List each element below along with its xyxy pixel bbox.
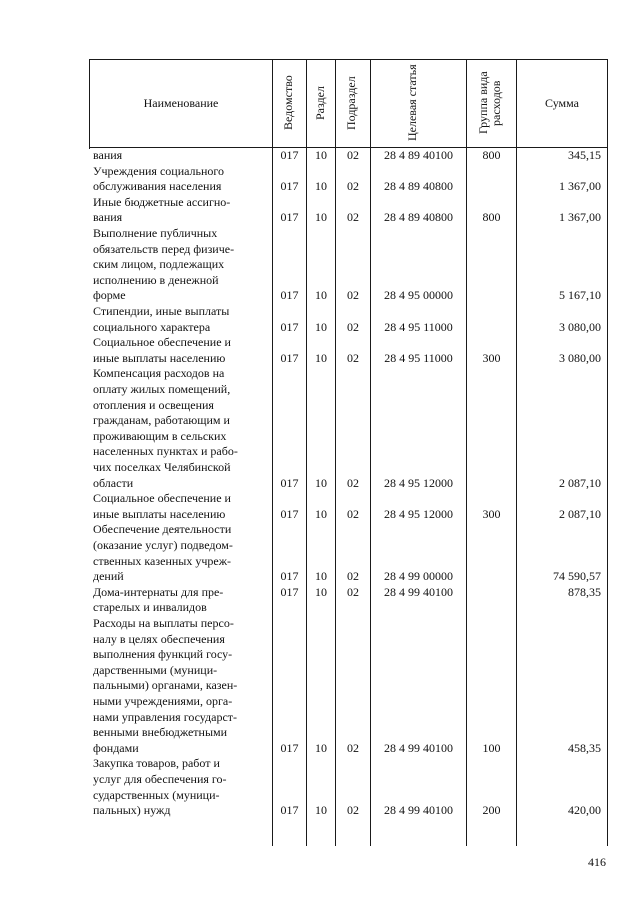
cell-celevaya: 28 4 95 11000 <box>384 350 453 365</box>
cell-vedomstvo: 017 <box>280 288 299 303</box>
cell-razdel: 10 <box>315 803 327 818</box>
cell-name <box>93 491 265 522</box>
name-line: ными учреждениями, орга- <box>93 693 233 708</box>
cell-podrazdel: 02 <box>347 584 359 599</box>
cell-summa: 345,15 <box>568 148 601 162</box>
cell-razdel: 10 <box>315 350 327 365</box>
cell-summa: 2 087,10 <box>559 475 601 490</box>
cell-gruppa: 800 <box>482 148 501 162</box>
cell-summa: 1 367,00 <box>559 179 601 194</box>
name-line: (оказание услуг) подведом- <box>93 537 233 552</box>
header-razdel: Раздел <box>313 86 327 120</box>
cell-podrazdel: 02 <box>347 179 359 194</box>
name-line: Учреждения социального <box>93 163 225 178</box>
cell-summa: 1 367,00 <box>559 210 601 225</box>
cell-name <box>93 335 265 366</box>
name-line: услуг для обеспечения го- <box>93 771 227 786</box>
name-line: Расходы на выплаты персо- <box>93 616 234 630</box>
header-vedomstvo: Ведомство <box>281 75 295 131</box>
cell-razdel: 10 <box>315 148 327 162</box>
name-line: Закупка товаров, работ и <box>93 756 220 771</box>
col-border-right <box>607 59 608 846</box>
cell-celevaya: 28 4 89 40100 <box>384 148 453 162</box>
cell-gruppa: 200 <box>482 803 501 818</box>
cell-podrazdel: 02 <box>347 475 359 490</box>
cell-summa: 5 167,10 <box>559 288 601 303</box>
cell-summa: 3 080,00 <box>559 350 601 365</box>
cell-name <box>93 304 265 335</box>
cell-summa: 420,00 <box>568 803 601 818</box>
name-line: проживающим в сельских <box>93 428 227 443</box>
name-line: ским лицом, подлежащих <box>93 257 225 272</box>
cell-name <box>93 756 265 818</box>
cell-gruppa: 300 <box>482 350 501 365</box>
cell-name <box>93 616 265 756</box>
page-number: 416 <box>588 855 606 869</box>
cell-podrazdel: 02 <box>347 350 359 365</box>
cell-gruppa: 100 <box>482 740 501 755</box>
cell-name <box>93 366 265 491</box>
col-border-pr <box>335 59 336 846</box>
name-line: пальных) нужд <box>93 803 171 818</box>
name-line: Выполнение публичных <box>93 226 218 240</box>
cell-summa: 2 087,10 <box>559 506 601 521</box>
cell-celevaya: 28 4 95 00000 <box>384 288 453 303</box>
col-border-vr <box>466 59 467 846</box>
name-line: исполнению в денежной <box>93 272 219 287</box>
header-summa: Сумма <box>545 96 579 110</box>
name-line: обслуживания населения <box>93 179 222 194</box>
cell-summa: 3 080,00 <box>559 319 601 334</box>
name-line: чих поселках Челябинской <box>93 459 231 474</box>
name-line: обязательств перед физиче- <box>93 241 235 256</box>
cell-razdel: 10 <box>315 506 327 521</box>
cell-celevaya: 28 4 99 40100 <box>384 803 453 818</box>
header-name: Наименование <box>143 96 219 110</box>
name-line: гражданам, работающим и <box>93 413 230 428</box>
cell-celevaya: 28 4 95 12000 <box>384 506 453 521</box>
cell-podrazdel: 02 <box>347 148 359 162</box>
cell-vedomstvo: 017 <box>280 803 299 818</box>
cell-name <box>93 522 265 584</box>
name-line: Иные бюджетные ассигно- <box>93 194 231 209</box>
name-line: фондами <box>93 740 139 755</box>
cell-celevaya: 28 4 89 40800 <box>384 179 453 194</box>
cell-summa: 878,35 <box>568 584 601 599</box>
cell-podrazdel: 02 <box>347 569 359 584</box>
name-line: выполнения функций госу- <box>93 647 233 662</box>
cell-razdel: 10 <box>315 569 327 584</box>
name-line: налу в целях обеспечения <box>93 631 225 646</box>
cell-vedomstvo: 017 <box>280 148 299 162</box>
cell-summa: 74 590,57 <box>553 569 601 584</box>
cell-vedomstvo: 017 <box>280 506 299 521</box>
cell-celevaya: 28 4 99 00000 <box>384 569 453 584</box>
col-border-ved <box>272 59 273 846</box>
cell-vedomstvo: 017 <box>280 210 299 225</box>
cell-name <box>93 164 265 195</box>
cell-celevaya: 28 4 99 40100 <box>384 584 453 599</box>
name-line: населенных пунктах и рабо- <box>93 444 238 459</box>
header-gruppa: Группа вида расходов <box>476 71 503 135</box>
cell-celevaya: 28 4 99 40100 <box>384 740 453 755</box>
name-line: иные выплаты населению <box>93 350 226 365</box>
name-line: дарственными (муници- <box>93 662 218 677</box>
cell-razdel: 10 <box>315 288 327 303</box>
name-line: пальными) органами, казен- <box>93 678 238 693</box>
name-line: ственных казенных учреж- <box>93 553 231 568</box>
name-line: иные выплаты населению <box>93 506 226 521</box>
name-line: Дома-интернаты для пре- <box>93 584 224 599</box>
cell-name <box>93 585 265 616</box>
cell-gruppa: 300 <box>482 506 501 521</box>
cell-razdel: 10 <box>315 319 327 334</box>
name-line: вания <box>93 148 123 162</box>
cell-vedomstvo: 017 <box>280 740 299 755</box>
cell-vedomstvo: 017 <box>280 179 299 194</box>
name-line: венными внебюджетными <box>93 725 228 740</box>
name-line: области <box>93 475 134 490</box>
name-line: сударственных (муници- <box>93 787 220 802</box>
name-line: социального характера <box>93 319 211 334</box>
cell-name <box>93 226 265 304</box>
cell-podrazdel: 02 <box>347 288 359 303</box>
cell-celevaya: 28 4 89 40800 <box>384 210 453 225</box>
name-line: отопления и освещения <box>93 397 214 412</box>
cell-podrazdel: 02 <box>347 319 359 334</box>
cell-razdel: 10 <box>315 475 327 490</box>
name-line: Компенсация расходов на <box>93 366 225 381</box>
name-line: оплату жилых помещений, <box>93 381 231 396</box>
cell-razdel: 10 <box>315 210 327 225</box>
cell-podrazdel: 02 <box>347 740 359 755</box>
name-line: Стипендии, иные выплаты <box>93 304 230 318</box>
cell-podrazdel: 02 <box>347 506 359 521</box>
table-top-border <box>89 59 608 60</box>
name-line: Социальное обеспечение и <box>93 491 231 506</box>
cell-celevaya: 28 4 95 11000 <box>384 319 453 334</box>
cell-vedomstvo: 017 <box>280 350 299 365</box>
cell-vedomstvo: 017 <box>280 319 299 334</box>
header-celevaya: Целевая статья <box>405 64 419 142</box>
cell-vedomstvo: 017 <box>280 569 299 584</box>
cell-podrazdel: 02 <box>347 803 359 818</box>
name-line: Социальное обеспечение и <box>93 335 231 350</box>
cell-razdel: 10 <box>315 584 327 599</box>
name-line: вания <box>93 210 123 225</box>
cell-gruppa: 800 <box>482 210 501 225</box>
cell-razdel: 10 <box>315 179 327 194</box>
name-line: Обеспечение деятельности <box>93 522 232 537</box>
header-podrazdel: Подраздел <box>344 76 358 130</box>
col-border-rz <box>306 59 307 846</box>
cell-podrazdel: 02 <box>347 210 359 225</box>
cell-name <box>93 148 265 164</box>
name-line: дений <box>93 569 124 584</box>
col-border-sum <box>516 59 517 846</box>
cell-vedomstvo: 017 <box>280 584 299 599</box>
cell-razdel: 10 <box>315 740 327 755</box>
cell-celevaya: 28 4 95 12000 <box>384 475 453 490</box>
name-line: форме <box>93 288 126 303</box>
name-line: нами управления государст- <box>93 709 238 724</box>
cell-vedomstvo: 017 <box>280 475 299 490</box>
cell-name <box>93 195 265 226</box>
cell-summa: 458,35 <box>568 740 601 755</box>
col-border-cs <box>370 59 371 846</box>
name-line: старелых и инвалидов <box>93 600 207 615</box>
